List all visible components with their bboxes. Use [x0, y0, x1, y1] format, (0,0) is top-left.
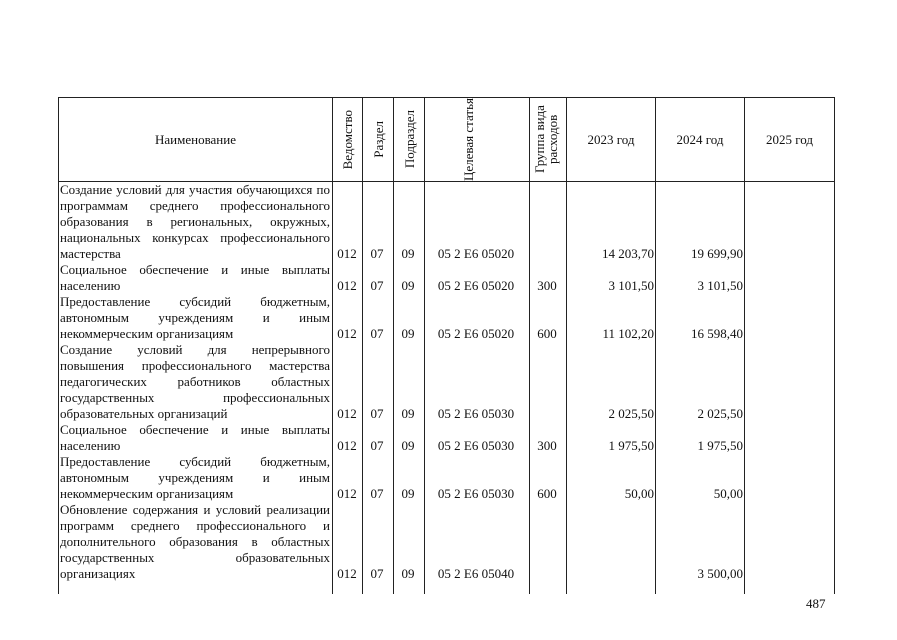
grid-line [529, 182, 530, 594]
cell-podrazdel: 09 [401, 406, 415, 421]
cell-celevaya: 05 2 Е6 05020 [437, 278, 515, 293]
header-podrazdel-text: Подраздел [401, 110, 417, 169]
cell-vedomstvo: 012 [337, 326, 357, 341]
row-name: Социальное обеспечение и иные выплаты населению [60, 422, 330, 453]
row-name: Предоставление субсидий бюджетным, автономным учреждениям и иным некоммерческим организациям [60, 454, 330, 501]
cell-2023: 11 102,20 [602, 326, 654, 341]
cell-gruppa: 600 [537, 326, 557, 341]
header-2025 [744, 97, 835, 182]
row-name: Предоставление субсидий бюджетным, автономным учреждениям и иным некоммерческим организациям [60, 294, 330, 341]
cell-2024: 50,00 [713, 486, 743, 501]
cell-razdel: 07 [370, 486, 384, 501]
cell-vedomstvo: 012 [337, 438, 357, 453]
cell-celevaya: 05 2 Е6 05020 [437, 326, 515, 341]
header-razdel-text: Раздел [370, 121, 386, 158]
header-vedomstvo-text: Ведомство [340, 109, 355, 170]
cell-podrazdel: 09 [401, 486, 415, 501]
header-celevaya-text: Целевая статья [461, 97, 476, 181]
cell-gruppa: 300 [537, 438, 557, 453]
cell-razdel: 07 [370, 406, 384, 421]
grid-line [655, 182, 656, 594]
header-name [58, 97, 332, 182]
cell-podrazdel: 09 [401, 326, 415, 341]
row-name: Социальное обеспечение и иные выплаты населению [60, 262, 330, 293]
header-2024-text: 2024 год [676, 131, 724, 147]
grid-line [834, 182, 835, 594]
cell-podrazdel: 09 [401, 246, 415, 261]
cell-vedomstvo: 012 [337, 406, 357, 421]
cell-2024: 3 500,00 [697, 566, 743, 581]
row-name: Обновление содержания и условий реализации программ среднего профессионального и дополнительного образования в областных государственных образовательных организациях [60, 502, 330, 581]
cell-2024: 16 598,40 [691, 326, 743, 341]
cell-podrazdel: 09 [401, 438, 415, 453]
cell-razdel: 07 [370, 566, 384, 581]
header-podrazdel [393, 97, 424, 182]
cell-gruppa: 300 [537, 278, 557, 293]
cell-2023: 1 975,50 [608, 438, 654, 453]
grid-line [332, 182, 333, 594]
cell-vedomstvo: 012 [337, 278, 357, 293]
header-name-text: Наименование [155, 131, 236, 147]
cell-podrazdel: 09 [401, 566, 415, 581]
cell-2024: 1 975,50 [697, 438, 743, 453]
grid-line [362, 182, 363, 594]
cell-razdel: 07 [370, 246, 384, 261]
cell-razdel: 07 [370, 326, 384, 341]
header-razdel [362, 97, 393, 182]
header-vedomstvo [332, 97, 362, 182]
page-number: 487 [806, 596, 826, 611]
cell-2023: 3 101,50 [608, 278, 654, 293]
cell-celevaya: 05 2 Е6 05030 [437, 406, 515, 421]
cell-2023: 2 025,50 [608, 406, 654, 421]
cell-2024: 3 101,50 [697, 278, 743, 293]
header-gruppa [529, 97, 566, 182]
cell-2024: 19 699,90 [691, 246, 743, 261]
grid-line [744, 182, 745, 594]
cell-razdel: 07 [370, 438, 384, 453]
row-name: Создание условий для непрерывного повышения профессионального мастерства педагогических работников областных государственных профессиональных образовательных организаций [60, 342, 330, 421]
cell-celevaya: 05 2 Е6 05040 [437, 566, 515, 581]
grid-line [566, 182, 567, 594]
cell-2023: 50,00 [624, 486, 654, 501]
header-2024 [655, 97, 744, 182]
cell-celevaya: 05 2 Е6 05020 [437, 246, 515, 261]
row-name: Создание условий для участия обучающихся по программам среднего профессионального образования в региональных, окружных, национальных конкурсах профессионального мастерства [60, 182, 330, 261]
grid-line [393, 182, 394, 594]
header-celevaya [424, 97, 529, 182]
cell-vedomstvo: 012 [337, 246, 357, 261]
cell-vedomstvo: 012 [337, 566, 357, 581]
cell-2024: 2 025,50 [697, 406, 743, 421]
header-2025-text: 2025 год [766, 131, 813, 147]
cell-2023: 14 203,70 [602, 246, 654, 261]
cell-celevaya: 05 2 Е6 05030 [437, 438, 515, 453]
grid-line [424, 182, 425, 594]
cell-razdel: 07 [370, 278, 384, 293]
cell-gruppa: 600 [537, 486, 557, 501]
cell-podrazdel: 09 [401, 278, 415, 293]
header-gruppa-text: Группа вида расходов [532, 105, 560, 174]
header-2023 [566, 97, 655, 182]
cell-celevaya: 05 2 Е6 05030 [437, 486, 515, 501]
cell-vedomstvo: 012 [337, 486, 357, 501]
grid-line [58, 182, 59, 594]
header-2023-text: 2023 год [587, 131, 635, 147]
